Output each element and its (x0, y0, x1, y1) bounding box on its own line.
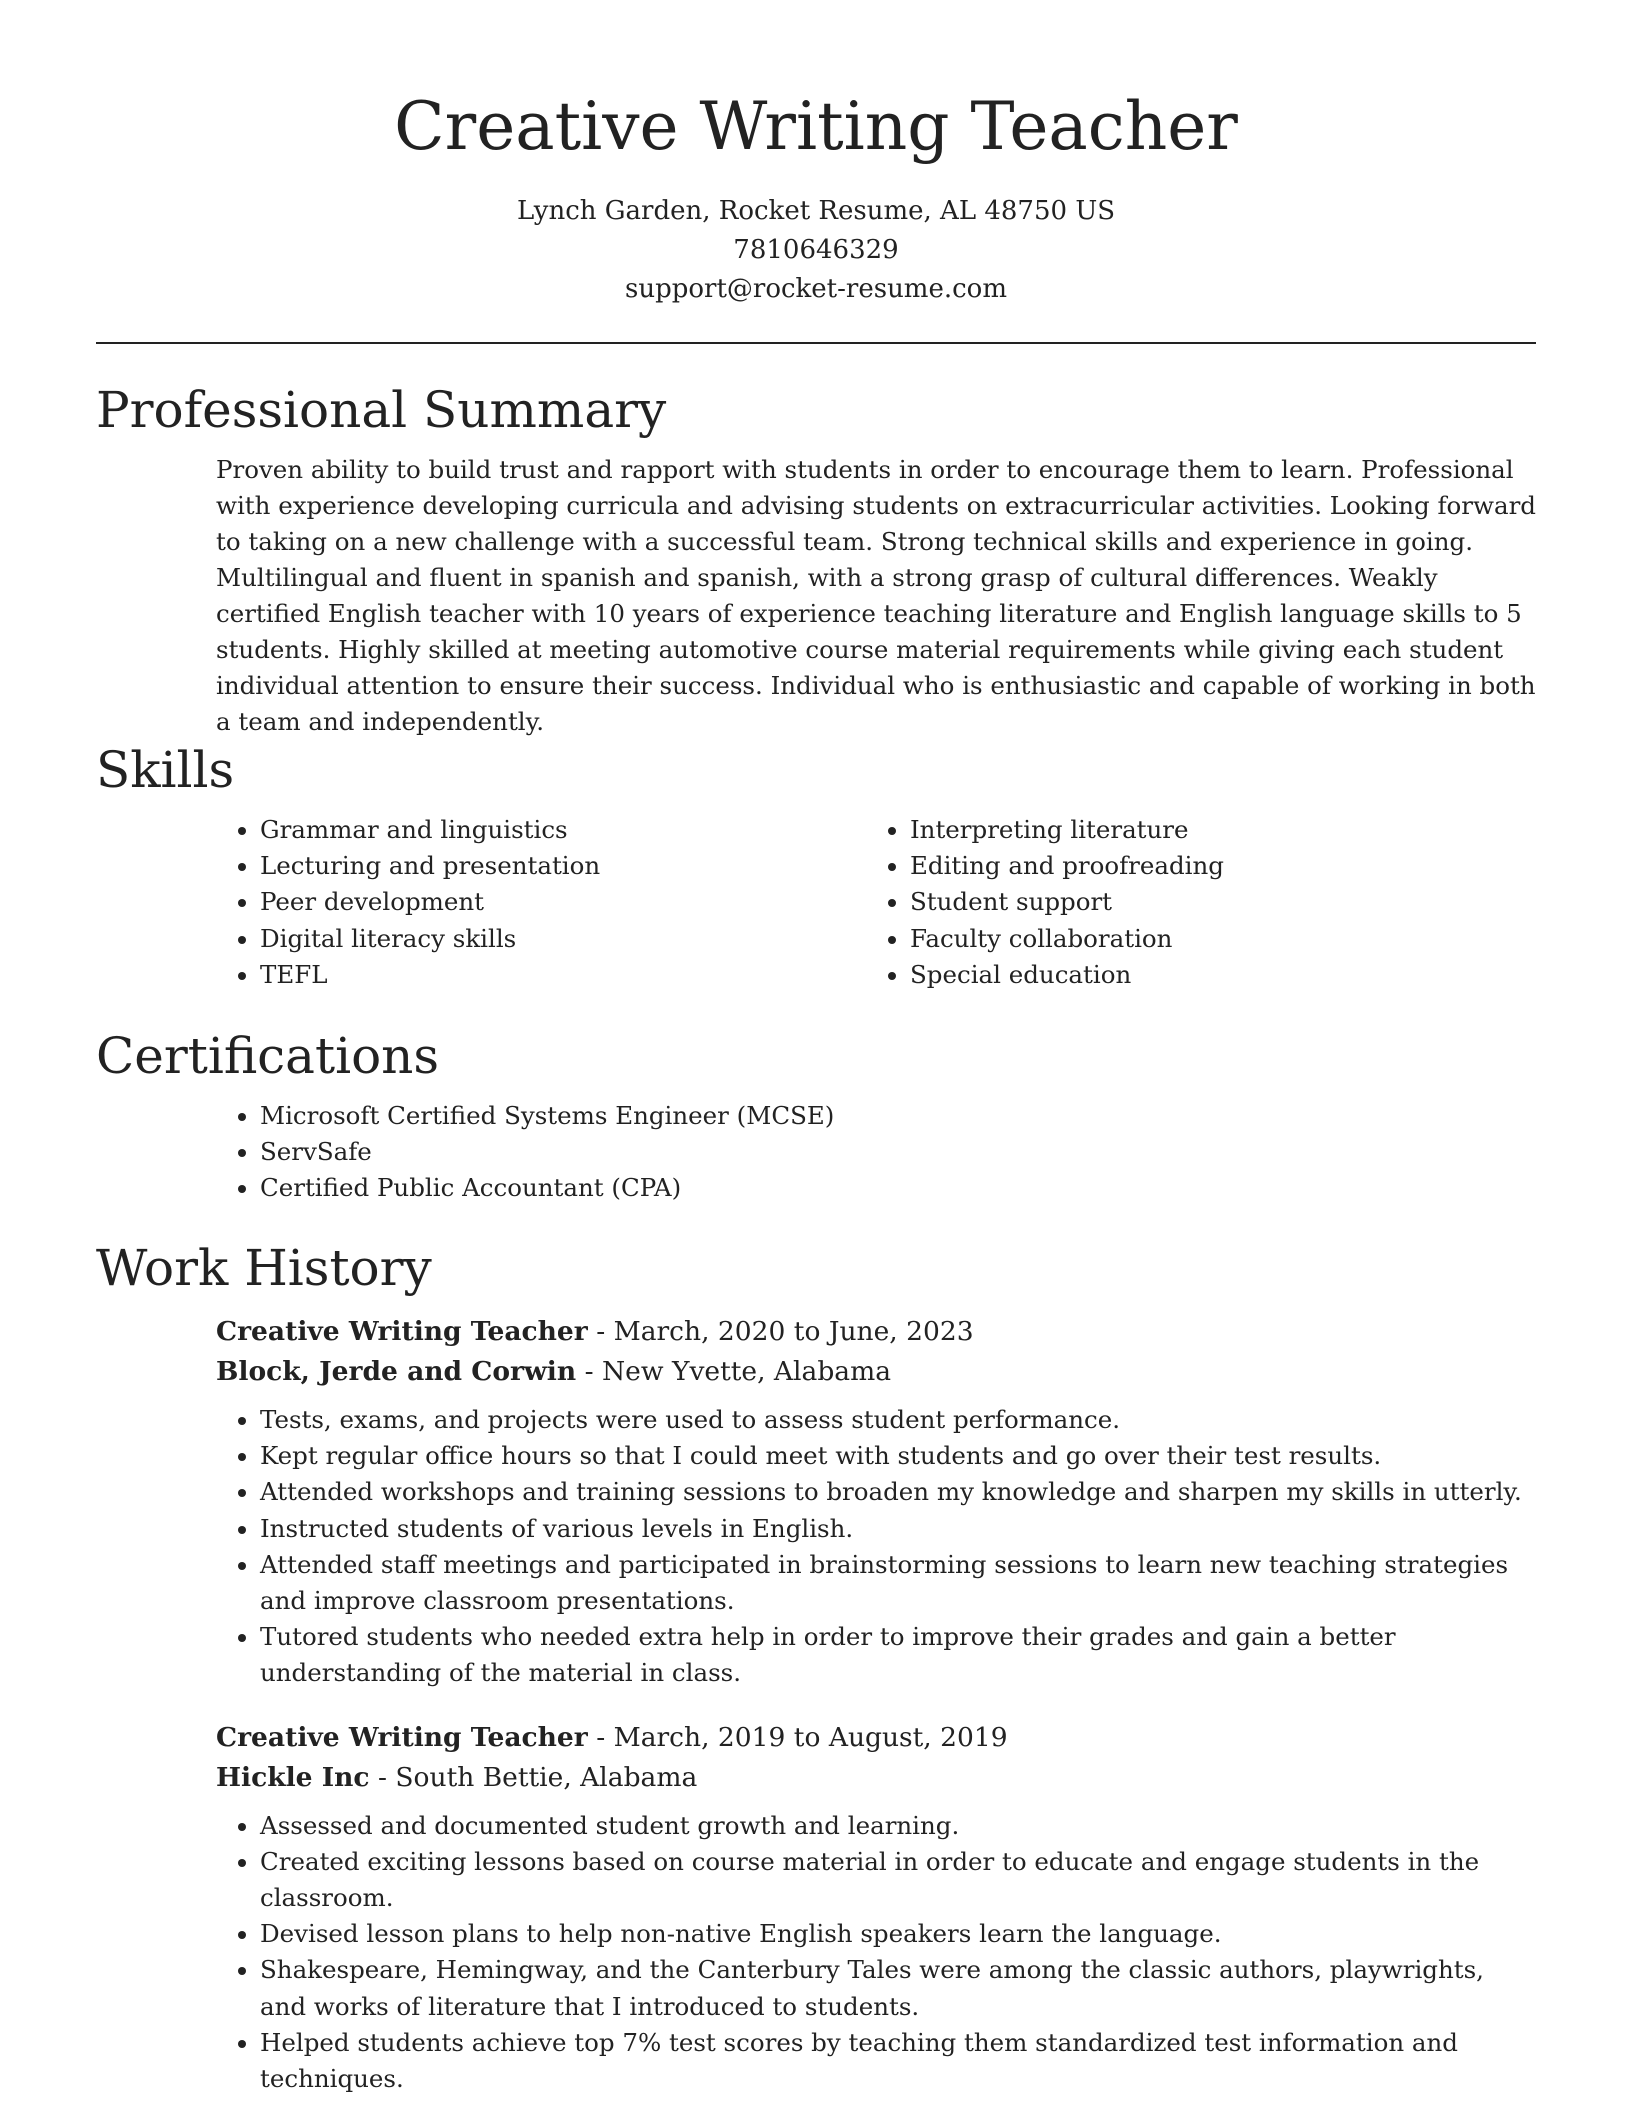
job-bullet: • Tests, exams, and projects were used to assess student performance. (260, 1402, 1536, 1438)
job-bullets (216, 1808, 1536, 2098)
job-title: Creative Writing Teacher (216, 1721, 588, 1753)
skill-item: • Grammar and linguistics (260, 812, 866, 848)
summary-section (96, 380, 1536, 740)
job-bullet: • Helped students achieve top 7% test scores by teaching them standardized test information and techniques. (260, 2025, 1536, 2097)
job-bullets (216, 1402, 1536, 1692)
skills-column-left (216, 812, 866, 993)
certification-item: • Microsoft Certified Systems Engineer (MCSE) (260, 1098, 1536, 1134)
job-entry (216, 1312, 1536, 1692)
skills-heading: Skills (96, 741, 235, 799)
job-company-line: Hickle Inc - South Bettie, Alabama (216, 1761, 698, 1793)
skill-item: • TEFL (260, 957, 866, 993)
skill-item: • Interpreting literature (910, 812, 1516, 848)
skill-item: • Student support (910, 884, 1516, 920)
skill-item: • Faculty collaboration (910, 921, 1516, 957)
job-title: Creative Writing Teacher (216, 1316, 588, 1347)
job-dates: March, 2020 to June, 2023 (613, 1316, 974, 1347)
resume-header (0, 0, 1632, 309)
contact-address: Lynch Garden, Rocket Resume, AL 48750 US (516, 196, 1116, 226)
work-history-section (96, 1238, 1536, 2097)
job-location: New Yvette, Alabama (601, 1356, 892, 1387)
contact-info (0, 192, 1632, 309)
job-company: Hickle Inc (216, 1761, 370, 1793)
contact-phone: 7810646329 (733, 235, 899, 265)
job-bullet: • Created exciting lessons based on course material in order to educate and engage students in the classroom. (260, 1844, 1536, 1916)
skill-item: • Peer development (260, 884, 866, 920)
certification-item: • ServSafe (260, 1134, 1536, 1170)
certifications-section (96, 1026, 1536, 1207)
job-bullet: • Shakespeare, Hemingway, and the Canterbury Tales were among the classic authors, playwrights, and works of literature that I introduced to students. (260, 1952, 1536, 2024)
job-title-line: Creative Writing Teacher - March, 2019 to August, 2019 (216, 1721, 1008, 1753)
skills-column-right (866, 812, 1516, 993)
job-location: South Bettie, Alabama (395, 1761, 698, 1793)
skill-item: • Lecturing and presentation (260, 848, 866, 884)
job-bullet: • Assessed and documented student growth and learning. (260, 1808, 1536, 1844)
job-company: Block, Jerde and Corwin (216, 1356, 577, 1387)
summary-heading: Professional Summary (96, 381, 667, 439)
candidate-name: Creative Writing Teacher (394, 88, 1238, 165)
job-bullet: • Tutored students who needed extra help in order to improve their grades and gain a better understanding of the material in class. (260, 1619, 1536, 1691)
job-bullet: • Attended workshops and training sessions to broaden my knowledge and sharpen my skills in utterly. (260, 1474, 1536, 1510)
summary-text: Proven ability to build trust and rapport with students in order to encourage them to learn. Professional with experience developing curricula and advising students on extracurricular activities. Looking forward to taking on a new challenge with a successful team. Strong technical skills and experience in going. Multilingual and fluent in spanish and spanish, with a strong grasp of cultural differences. Weakly certified English teacher with 10 years of experience teaching literature and English language skills to 5 students. Highly skilled at meeting automotive course material requirements while giving each student individual attention to ensure their success. Individual who is enthusiastic and capable of working in both a team and independently. (216, 455, 1536, 736)
certification-item: • Certified Public Accountant (CPA) (260, 1170, 1536, 1206)
job-bullet: • Attended staff meetings and participated in brainstorming sessions to learn new teaching strategies and improve classroom presentations. (260, 1547, 1536, 1619)
job-bullet: • Instructed students of various levels in English. (260, 1511, 1536, 1547)
job-title-line: Creative Writing Teacher - March, 2020 to June, 2023 (216, 1316, 974, 1347)
skill-item: • Special education (910, 957, 1516, 993)
job-dates: March, 2019 to August, 2019 (613, 1721, 1008, 1753)
certifications-heading: Certifications (96, 1027, 440, 1085)
skill-item: • Digital literacy skills (260, 921, 866, 957)
skill-item: • Editing and proofreading (910, 848, 1516, 884)
skills-section (96, 740, 1536, 993)
header-divider (96, 342, 1536, 344)
job-company-line: Block, Jerde and Corwin - New Yvette, Alabama (216, 1356, 892, 1387)
job-bullet: • Devised lesson plans to help non-native English speakers learn the language. (260, 1916, 1536, 1952)
work-history-heading: Work History (96, 1239, 432, 1297)
job-bullet: • Kept regular office hours so that I could meet with students and go over their test results. (260, 1438, 1536, 1474)
job-entry (216, 1718, 1536, 2098)
contact-email: support@rocket-resume.com (624, 274, 1007, 304)
